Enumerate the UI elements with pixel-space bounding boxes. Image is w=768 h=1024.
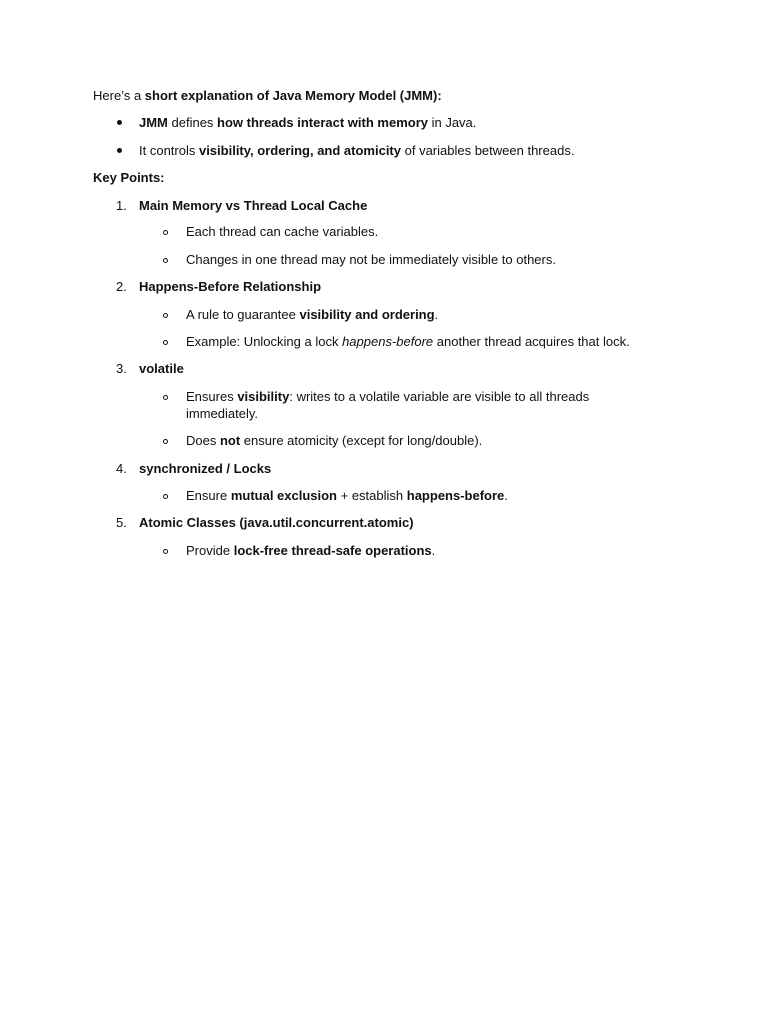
point-4-sub-1 [186,487,508,504]
point-4-sub-1-text: Ensure [186,488,231,503]
point-5-sub-1-text: Provide [186,543,234,558]
point-1-sub-1 [186,223,378,240]
list-number: 4. [116,461,127,476]
list-number: 2. [116,279,127,294]
point-3-sub-2-bold: not [219,433,241,448]
bullet-2-text-1: It controls [139,143,199,158]
list-number: 1. [116,198,127,213]
bullet-2-text-2: of variables between threads. [401,143,575,158]
point-2-sub-1-text: A rule to guarantee [186,307,300,322]
point-2-sub-1 [186,306,438,323]
point-3-sub-1-text: Ensures [186,389,238,404]
key-points-heading-text: Key Points: [93,170,165,185]
point-2-title [139,278,321,295]
point-4-sub-1-end: . [504,488,508,503]
bullet-1-bold-1: JMM [139,115,168,130]
bullet-item-2 [139,142,574,159]
intro-prefix: Here’s a [93,88,145,103]
intro-bold-text: short explanation of Java Memory Model (JMM): [144,88,442,103]
point-5-title [139,514,414,531]
point-1-sub-1-text: Each thread can cache variables. [186,224,379,239]
bullet-1-bold-2: how threads interact with memory [217,115,428,130]
sub-bullet-circle-icon [163,340,168,345]
point-5-title-text: Atomic Classes (java.util.concurrent.atomic) [139,515,414,530]
point-1-sub-2-text: Changes in one thread may not be immediately visible to others. [186,252,556,267]
point-4-title-text: synchronized / Locks [139,461,272,476]
point-4-sub-1-bold-2: happens-before [406,488,505,503]
point-3-sub-1-end: : writes to a volatile variable are visible to all threads immediately. [186,389,590,421]
point-3-sub-2 [186,432,482,449]
sub-bullet-circle-icon [163,549,168,554]
sub-bullet-circle-icon [163,258,168,263]
point-2-sub-2 [186,333,630,350]
point-3-sub-1-bold: visibility [237,389,290,404]
point-3-title-text: volatile [139,361,184,376]
point-4-sub-1-text-2: + establish [337,488,407,503]
point-2-sub-1-end: . [434,307,439,322]
bullet-1-text-1: defines [167,115,218,130]
list-number: 5. [116,515,127,530]
point-3-sub-1 [186,388,626,422]
intro-paragraph [93,87,442,104]
point-5-sub-1 [186,542,435,559]
list-number: 3. [116,361,127,376]
bullet-dot-icon [117,120,122,125]
key-points-heading [93,169,165,186]
point-3-sub-2-end: ensure atomicity (except for long/double). [240,433,483,448]
point-2-title-text: Happens-Before Relationship [139,279,322,294]
point-1-title [139,197,367,214]
bullet-1-text-2: in Java. [427,115,477,130]
bullet-2-bold-1: visibility, ordering, and atomicity [198,143,401,158]
sub-bullet-circle-icon [163,494,168,499]
point-3-title [139,360,184,377]
point-1-title-text: Main Memory vs Thread Local Cache [139,198,368,213]
point-4-sub-1-bold-1: mutual exclusion [230,488,338,503]
point-2-sub-1-bold: visibility and ordering [299,307,435,322]
point-2-sub-2-italic: happens-before [342,334,434,349]
point-1-sub-2 [186,251,556,268]
point-2-sub-2-end: another thread acquires that lock. [433,334,630,349]
point-5-sub-1-bold: lock-free thread-safe operations [233,543,432,558]
point-4-title [139,460,271,477]
point-3-sub-2-text: Does [186,433,220,448]
point-2-sub-2-text: Example: Unlocking a lock [186,334,343,349]
bullet-item-1 [139,114,476,131]
sub-bullet-circle-icon [163,439,168,444]
sub-bullet-circle-icon [163,230,168,235]
sub-bullet-circle-icon [163,313,168,318]
bullet-dot-icon [117,148,122,153]
sub-bullet-circle-icon [163,395,168,400]
point-5-sub-1-end: . [431,543,436,558]
